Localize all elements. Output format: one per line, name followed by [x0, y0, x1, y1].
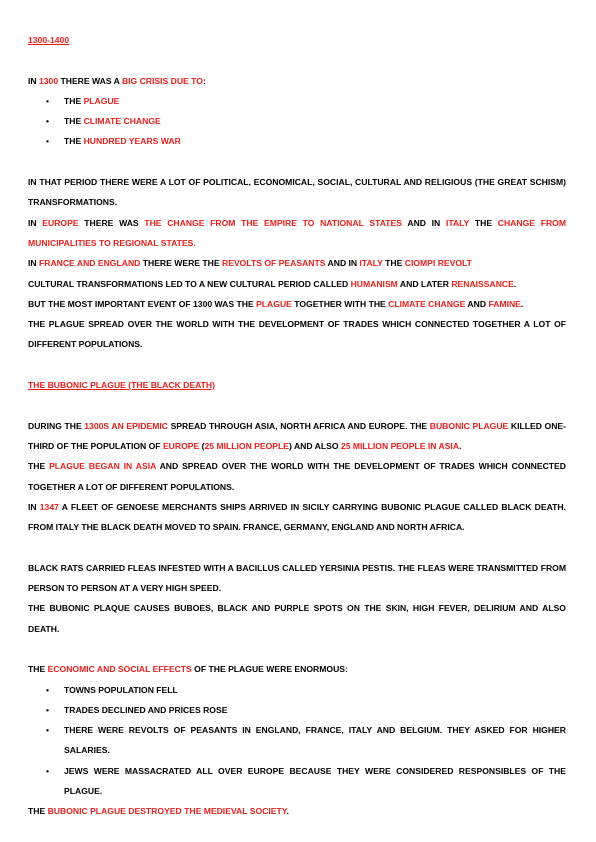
text: AND [465, 298, 489, 309]
text: THE [382, 258, 405, 269]
highlight: THE CHANGE FROM THE EMPIRE TO NATIONAL STATES [144, 217, 402, 228]
text: OF THE PLAGUE WERE ENORMOUS: [191, 664, 348, 675]
text: . [520, 298, 524, 309]
text: IN [28, 75, 39, 86]
europe-italy-paragraph [28, 213, 566, 254]
text: IN [28, 501, 40, 512]
text: THE [64, 116, 84, 127]
text: AND SPREAD OVER THE WORLD WITH THE DEVELOPMENT OF TRADES WHICH CONNECTED TOGETHER A LOT OF DIFFERENT POPULATIONS. [28, 461, 566, 492]
symptoms-paragraph: THE BUBONIC PLAQUE CAUSES BUBOES, BLACK AND PURPLE SPOTS ON THE SKIN, HIGH FEVER, DELIRIUM AND ALSO DEATH. [28, 603, 566, 634]
highlight: PLAGUE [83, 95, 120, 106]
list-item [28, 131, 566, 151]
highlight: CHANGE FROM MUNICIPALITIES TO REGIONAL STATES. [28, 217, 566, 248]
spacer [28, 395, 566, 415]
revolts-paragraph [28, 253, 566, 273]
humanism-paragraph [28, 274, 566, 294]
highlight: RENAISSANCE [451, 278, 514, 289]
highlight: BUBONIC PLAGUE [429, 420, 509, 431]
effects-list [28, 680, 566, 802]
text: THE [469, 217, 498, 228]
text: THE [28, 806, 48, 817]
text: THERE WAS A [58, 75, 122, 86]
highlight: CLIMATE CHANGE [83, 116, 161, 127]
highlight: ITALY [445, 217, 470, 228]
spacer [28, 355, 566, 375]
spacer [28, 639, 566, 659]
list-item: • TOWNS POPULATION FELL [28, 680, 566, 700]
plague-spread-paragraph: THE PLAGUE SPREAD OVER THE WORLD WITH THE DEVELOPMENT OF TRADES WHICH CONNECTED TOGETHER A LOT OF DIFFERENT POPULATIONS. [28, 319, 566, 350]
text: AND IN [325, 258, 360, 269]
text: ) AND ALSO [289, 440, 341, 451]
highlight: FRANCE AND ENGLAND [38, 258, 141, 269]
list-item [28, 91, 566, 111]
asia-origin-paragraph [28, 456, 566, 497]
text: ( [199, 440, 205, 451]
highlight: CLIMATE CHANGE [388, 298, 466, 309]
spacer [28, 537, 566, 557]
rats-paragraph: BLACK RATS CARRIED FLEAS INFESTED WITH A BACILLUS CALLED YERSINIA PESTIS. THE FLEAS WERE TRANSMITTED FROM PERSON TO PERSON AT A VERY HIGH SPEED. [28, 562, 566, 594]
highlight: 25 MILLION PEOPLE [204, 440, 290, 451]
highlight: HUMANISM [350, 278, 398, 289]
highlight: REVOLTS OF PEASANTS [222, 258, 326, 269]
transformations-paragraph: IN THAT PERIOD THERE WERE A LOT OF POLITICAL, ECONOMICAL, SOCIAL, CULTURAL AND RELIGIOUS (THE GREAT SCHISM) TRANSFORMATIONS. [28, 177, 566, 208]
highlight: 1347 [39, 501, 59, 512]
text: DURING THE [28, 420, 85, 431]
list-item [28, 111, 566, 131]
text: KILLED ONE-THIRD OF THE POPULATION OF [28, 420, 566, 451]
text: A FLEET OF GENOESE MERCHANTS SHIPS ARRIVED IN SICILY CARRYING BUBONIC PLAGUE CALLED BLACK DEATH. FROM ITALY THE BLACK DEATH MOVED TO SPAIN. FRANCE, GERMANY, ENGLAND AND NORTH AFRICA. [28, 501, 566, 533]
highlight: 1300S AN EPIDEMIC [84, 420, 168, 431]
highlight: BUBONIC PLAGUE DESTROYED THE MEDIEVAL SOCIETY [47, 806, 287, 817]
text: AND LATER [397, 278, 452, 289]
text: IN [28, 217, 43, 228]
text: . [459, 440, 462, 451]
text: THE [28, 664, 48, 675]
highlight: PLAGUE BEGAN IN ASIA [49, 461, 157, 472]
highlight: EUROPE [162, 440, 200, 451]
text: TOGETHER WITH THE [291, 298, 389, 309]
text: THE [64, 95, 84, 106]
highlight: ITALY [359, 258, 383, 269]
text: . [513, 278, 517, 289]
text: THERE WERE THE [140, 258, 223, 269]
spacer [28, 50, 566, 70]
bubonic-heading: THE BUBONIC PLAGUE (THE BLACK DEATH) [28, 380, 215, 391]
text: AND IN [402, 217, 446, 228]
highlight: FAMINE [488, 298, 521, 309]
period-heading: 1300-1400 [28, 35, 70, 45]
text: : [202, 75, 206, 86]
text: CULTURAL TRANSFORMATIONS LED TO A NEW CULTURAL PERIOD CALLED [28, 278, 351, 289]
effects-intro [28, 659, 566, 679]
spacer [28, 152, 566, 172]
text: THERE WAS [78, 217, 145, 228]
list-item: • JEWS WERE MASSACRATED ALL OVER EUROPE BECAUSE THEY WERE CONSIDERED RESPONSIBLES OF THE PLAGUE. [28, 761, 566, 802]
crisis-list [28, 91, 566, 152]
list-item: • TRADES DECLINED AND PRICES ROSE [28, 700, 566, 720]
highlight: EUROPE [42, 217, 79, 228]
highlight: HUNDRED YEARS WAR [83, 136, 181, 147]
text: . [286, 806, 289, 817]
text: THE [64, 136, 84, 147]
important-event-paragraph [28, 294, 566, 314]
epidemic-paragraph [28, 416, 566, 457]
highlight-year: 1300 [38, 75, 59, 86]
highlight: ECONOMIC AND SOCIAL EFFECTS [47, 664, 192, 675]
highlight: CIOMPI REVOLT [404, 258, 472, 269]
list-item: • THERE WERE REVOLTS OF PEASANTS IN ENGLAND, FRANCE, ITALY AND BELGIUM. THEY ASKED FOR HIGHER SALARIES. [28, 720, 566, 761]
crisis-intro [28, 71, 566, 91]
text: BUT THE MOST IMPORTANT EVENT OF 1300 WAS THE [28, 298, 257, 309]
text: IN [28, 258, 39, 269]
genoese-fleet-paragraph [28, 497, 566, 538]
highlight: 25 MILLION PEOPLE IN ASIA [340, 440, 460, 451]
text: THE [28, 461, 50, 472]
conclusion-paragraph [28, 801, 566, 821]
highlight: PLAGUE [256, 298, 292, 309]
highlight-big-crisis: BIG CRISIS DUE TO [121, 75, 203, 86]
text: SPREAD THROUGH ASIA, NORTH AFRICA AND EUROPE. THE [167, 420, 430, 431]
